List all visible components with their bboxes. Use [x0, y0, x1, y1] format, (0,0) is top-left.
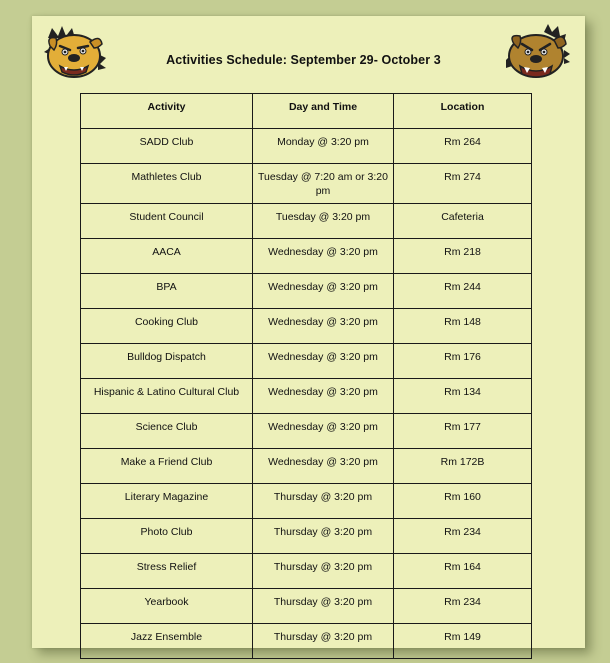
location-cell: Rm 149	[394, 624, 532, 659]
activity-cell: Yearbook	[81, 589, 253, 624]
table-row	[81, 554, 532, 589]
activity-cell: Make a Friend Club	[81, 449, 253, 484]
activity-cell: BPA	[81, 274, 253, 309]
activity-cell: Stress Relief	[81, 554, 253, 589]
time-cell: Thursday @ 3:20 pm	[253, 589, 394, 624]
table-row	[81, 344, 532, 379]
activity-cell: Photo Club	[81, 519, 253, 554]
table-row	[81, 484, 532, 519]
table-row	[81, 589, 532, 624]
table-row	[81, 519, 532, 554]
time-cell: Thursday @ 3:20 pm	[253, 554, 394, 589]
time-cell: Wednesday @ 3:20 pm	[253, 449, 394, 484]
activity-cell: Science Club	[81, 414, 253, 449]
time-cell: Wednesday @ 3:20 pm	[253, 344, 394, 379]
time-cell: Wednesday @ 3:20 pm	[253, 274, 394, 309]
table-row	[81, 379, 532, 414]
activity-cell: Jazz Ensemble	[81, 624, 253, 659]
activity-cell: AACA	[81, 239, 253, 274]
location-cell: Rm 160	[394, 484, 532, 519]
page-title: Activities Schedule: September 29- October 3	[166, 53, 441, 67]
time-cell: Tuesday @ 7:20 am or 3:20 pm	[253, 164, 394, 204]
time-cell: Tuesday @ 3:20 pm	[253, 204, 394, 239]
location-cell: Rm 234	[394, 519, 532, 554]
table-row	[81, 204, 532, 239]
location-cell: Rm 172B	[394, 449, 532, 484]
column-header-activity: Activity	[81, 94, 253, 129]
column-header-location: Location	[394, 94, 532, 129]
location-cell: Rm 177	[394, 414, 532, 449]
table-header-row	[81, 94, 532, 129]
time-cell: Wednesday @ 3:20 pm	[253, 309, 394, 344]
activity-cell: Student Council	[81, 204, 253, 239]
bulldog-mascot-icon	[504, 24, 570, 80]
time-cell: Monday @ 3:20 pm	[253, 129, 394, 164]
location-cell: Rm 148	[394, 309, 532, 344]
table-row	[81, 624, 532, 659]
time-cell: Wednesday @ 3:20 pm	[253, 414, 394, 449]
bulldog-mascot-icon	[42, 24, 108, 80]
activities-table	[80, 93, 532, 659]
location-cell: Rm 234	[394, 589, 532, 624]
table-row	[81, 274, 532, 309]
table-row	[81, 449, 532, 484]
table-row	[81, 239, 532, 274]
activity-cell: Literary Magazine	[81, 484, 253, 519]
time-cell: Thursday @ 3:20 pm	[253, 484, 394, 519]
table-row	[81, 164, 532, 204]
activity-cell: Bulldog Dispatch	[81, 344, 253, 379]
location-cell: Rm 164	[394, 554, 532, 589]
table-row	[81, 129, 532, 164]
activity-cell: SADD Club	[81, 129, 253, 164]
column-header-day-time: Day and Time	[253, 94, 394, 129]
time-cell: Wednesday @ 3:20 pm	[253, 379, 394, 414]
time-cell: Wednesday @ 3:20 pm	[253, 239, 394, 274]
location-cell: Rm 264	[394, 129, 532, 164]
table-row	[81, 309, 532, 344]
schedule-page	[32, 16, 585, 648]
activity-cell: Hispanic & Latino Cultural Club	[81, 379, 253, 414]
table-row	[81, 414, 532, 449]
location-cell: Rm 274	[394, 164, 532, 204]
location-cell: Rm 176	[394, 344, 532, 379]
location-cell: Rm 244	[394, 274, 532, 309]
activity-cell: Cooking Club	[81, 309, 253, 344]
activity-cell: Mathletes Club	[81, 164, 253, 204]
location-cell: Cafeteria	[394, 204, 532, 239]
location-cell: Rm 218	[394, 239, 532, 274]
time-cell: Thursday @ 3:20 pm	[253, 519, 394, 554]
location-cell: Rm 134	[394, 379, 532, 414]
time-cell: Thursday @ 3:20 pm	[253, 624, 394, 659]
